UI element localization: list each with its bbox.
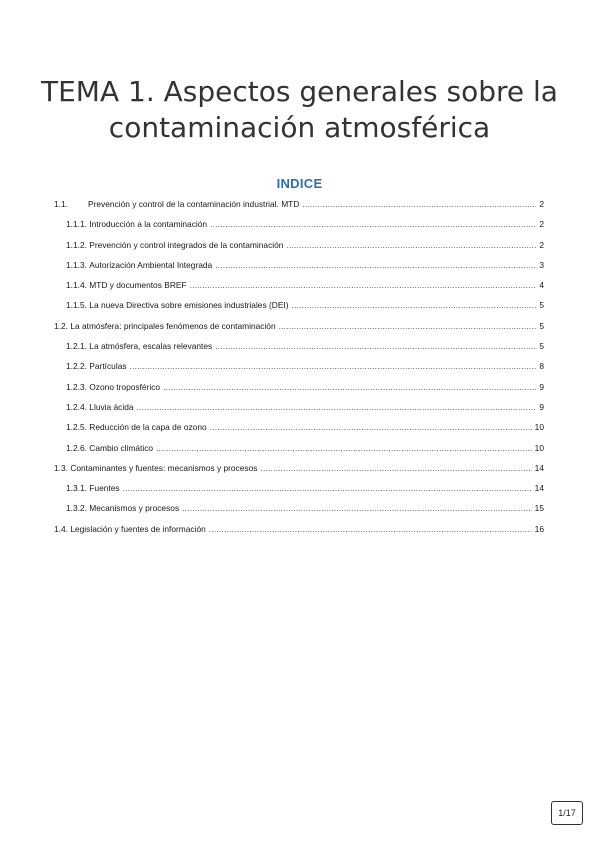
title-line-1: TEMA 1. Aspectos generales sobre la xyxy=(41,75,558,108)
document-title xyxy=(40,74,559,146)
toc-entry[interactable] xyxy=(54,255,544,275)
toc-entry[interactable] xyxy=(54,519,544,539)
toc-entry-title: Lluvia ácida xyxy=(89,401,134,412)
toc-entry-number: 1.2.5. xyxy=(66,422,87,433)
toc-entry-number: 1.1.1. xyxy=(66,219,87,230)
toc-entry-number: 1.1.3. xyxy=(66,259,87,270)
toc-entry-number: 1.1. xyxy=(54,199,68,209)
toc-entry-number: 1.2.1. xyxy=(66,341,87,352)
toc-entry[interactable] xyxy=(54,214,544,234)
toc-entry[interactable] xyxy=(54,235,544,255)
toc-entry-title: La atmósfera, escalas relevantes xyxy=(89,341,213,352)
toc-entry-title: Legislación y fuentes de información xyxy=(70,523,206,534)
toc-entry-page: 2 xyxy=(539,239,544,250)
toc-entry[interactable] xyxy=(54,478,544,498)
toc-dot-leader xyxy=(156,438,532,458)
toc-entry-title: Fuentes xyxy=(89,483,120,494)
toc-entry-title: La nueva Directiva sobre emisiones industriales (DEI) xyxy=(89,300,289,311)
toc-entry-page: 14 xyxy=(534,483,544,494)
toc-entry-number: 1.4. xyxy=(54,523,68,534)
toc-entry-number: 1.1.4. xyxy=(66,280,87,291)
toc-entry-page: 5 xyxy=(539,300,544,311)
toc-entry-number: 1.3.1. xyxy=(66,483,87,494)
toc-dot-leader xyxy=(215,336,536,356)
toc-entry-title: Autorización Ambiental Integrada xyxy=(89,259,213,270)
toc-entry-page: 9 xyxy=(539,381,544,392)
toc-entry-title: Introducción a la contaminación xyxy=(89,219,208,230)
page-number-indicator: 1/17 xyxy=(551,801,583,825)
toc-dot-leader xyxy=(130,356,537,376)
toc-entry-page: 5 xyxy=(539,320,544,331)
toc-entry-page: 15 xyxy=(534,503,544,514)
toc-entry-number: 1.2.6. xyxy=(66,442,87,453)
toc-entry[interactable] xyxy=(54,458,544,478)
toc-entry-title: Reducción de la capa de ozono xyxy=(89,422,207,433)
toc-entry-page: 5 xyxy=(539,341,544,352)
toc-entry-page: 10 xyxy=(534,442,544,453)
toc-entry-number: 1.3. xyxy=(54,462,68,473)
toc-entry[interactable] xyxy=(54,295,544,315)
toc-entry[interactable] xyxy=(54,397,544,417)
toc-entry-number: 1.2.2. xyxy=(66,361,87,372)
toc-dot-leader xyxy=(209,519,532,539)
toc-entry-number: 1.2.3. xyxy=(66,381,87,392)
toc-entry-number: 1.3.2. xyxy=(66,503,87,514)
toc-entry-title: Prevención y control de la contaminación industrial. MTD xyxy=(88,199,300,209)
toc-dot-leader xyxy=(182,498,532,518)
toc-entry-number: 1.2.4. xyxy=(66,401,87,412)
index-heading: INDICE xyxy=(276,176,323,191)
toc-dot-leader xyxy=(123,478,532,498)
toc-entry[interactable] xyxy=(54,377,544,397)
toc-entry-page: 14 xyxy=(534,462,544,473)
toc-entry-page: 10 xyxy=(534,422,544,433)
toc-entry-page: 2 xyxy=(539,219,544,230)
toc-entry-page: 9 xyxy=(539,401,544,412)
toc-dot-leader xyxy=(163,377,536,397)
toc-entry-page: 2 xyxy=(539,199,544,209)
toc-entry-title: Partículas xyxy=(89,361,127,372)
toc-entry-title: La atmósfera: principales fenómenos de contaminación xyxy=(70,320,276,331)
toc-entry-page: 16 xyxy=(534,523,544,534)
toc-entry[interactable] xyxy=(54,438,544,458)
toc-dot-leader xyxy=(190,275,537,295)
toc-entry-title: MTD y documentos BREF xyxy=(89,280,187,291)
toc-dot-leader xyxy=(302,194,536,214)
toc-dot-leader xyxy=(279,316,537,336)
toc-entry-title: Mecanismos y procesos xyxy=(89,503,180,514)
toc-dot-leader xyxy=(215,255,536,275)
table-of-contents xyxy=(54,194,544,539)
toc-dot-leader xyxy=(286,235,536,255)
toc-entry-title: Ozono troposférico xyxy=(89,381,161,392)
toc-entry-page: 4 xyxy=(539,280,544,291)
toc-entry-number: 1.1.2. xyxy=(66,239,87,250)
toc-entry[interactable] xyxy=(54,275,544,295)
toc-dot-leader xyxy=(292,295,537,315)
toc-entry-number: 1.1.5. xyxy=(66,300,87,311)
toc-dot-leader xyxy=(137,397,537,417)
toc-entry-title: Cambio climático xyxy=(89,442,154,453)
toc-entry-number: 1.2. xyxy=(54,320,68,331)
toc-entry[interactable] xyxy=(54,417,544,437)
toc-entry[interactable] xyxy=(54,194,544,214)
toc-entry[interactable] xyxy=(54,356,544,376)
toc-entry-title: Contaminantes y fuentes: mecanismos y procesos xyxy=(70,462,258,473)
toc-entry-page: 8 xyxy=(539,361,544,372)
toc-entry[interactable] xyxy=(54,316,544,336)
toc-entry-title: Prevención y control integrados de la contaminación xyxy=(89,239,284,250)
toc-entry[interactable] xyxy=(54,498,544,518)
title-line-2: contaminación atmosférica xyxy=(108,111,491,144)
toc-dot-leader xyxy=(210,214,536,234)
toc-dot-leader xyxy=(210,417,532,437)
toc-dot-leader xyxy=(260,458,531,478)
toc-entry-page: 3 xyxy=(539,259,544,270)
toc-entry[interactable] xyxy=(54,336,544,356)
